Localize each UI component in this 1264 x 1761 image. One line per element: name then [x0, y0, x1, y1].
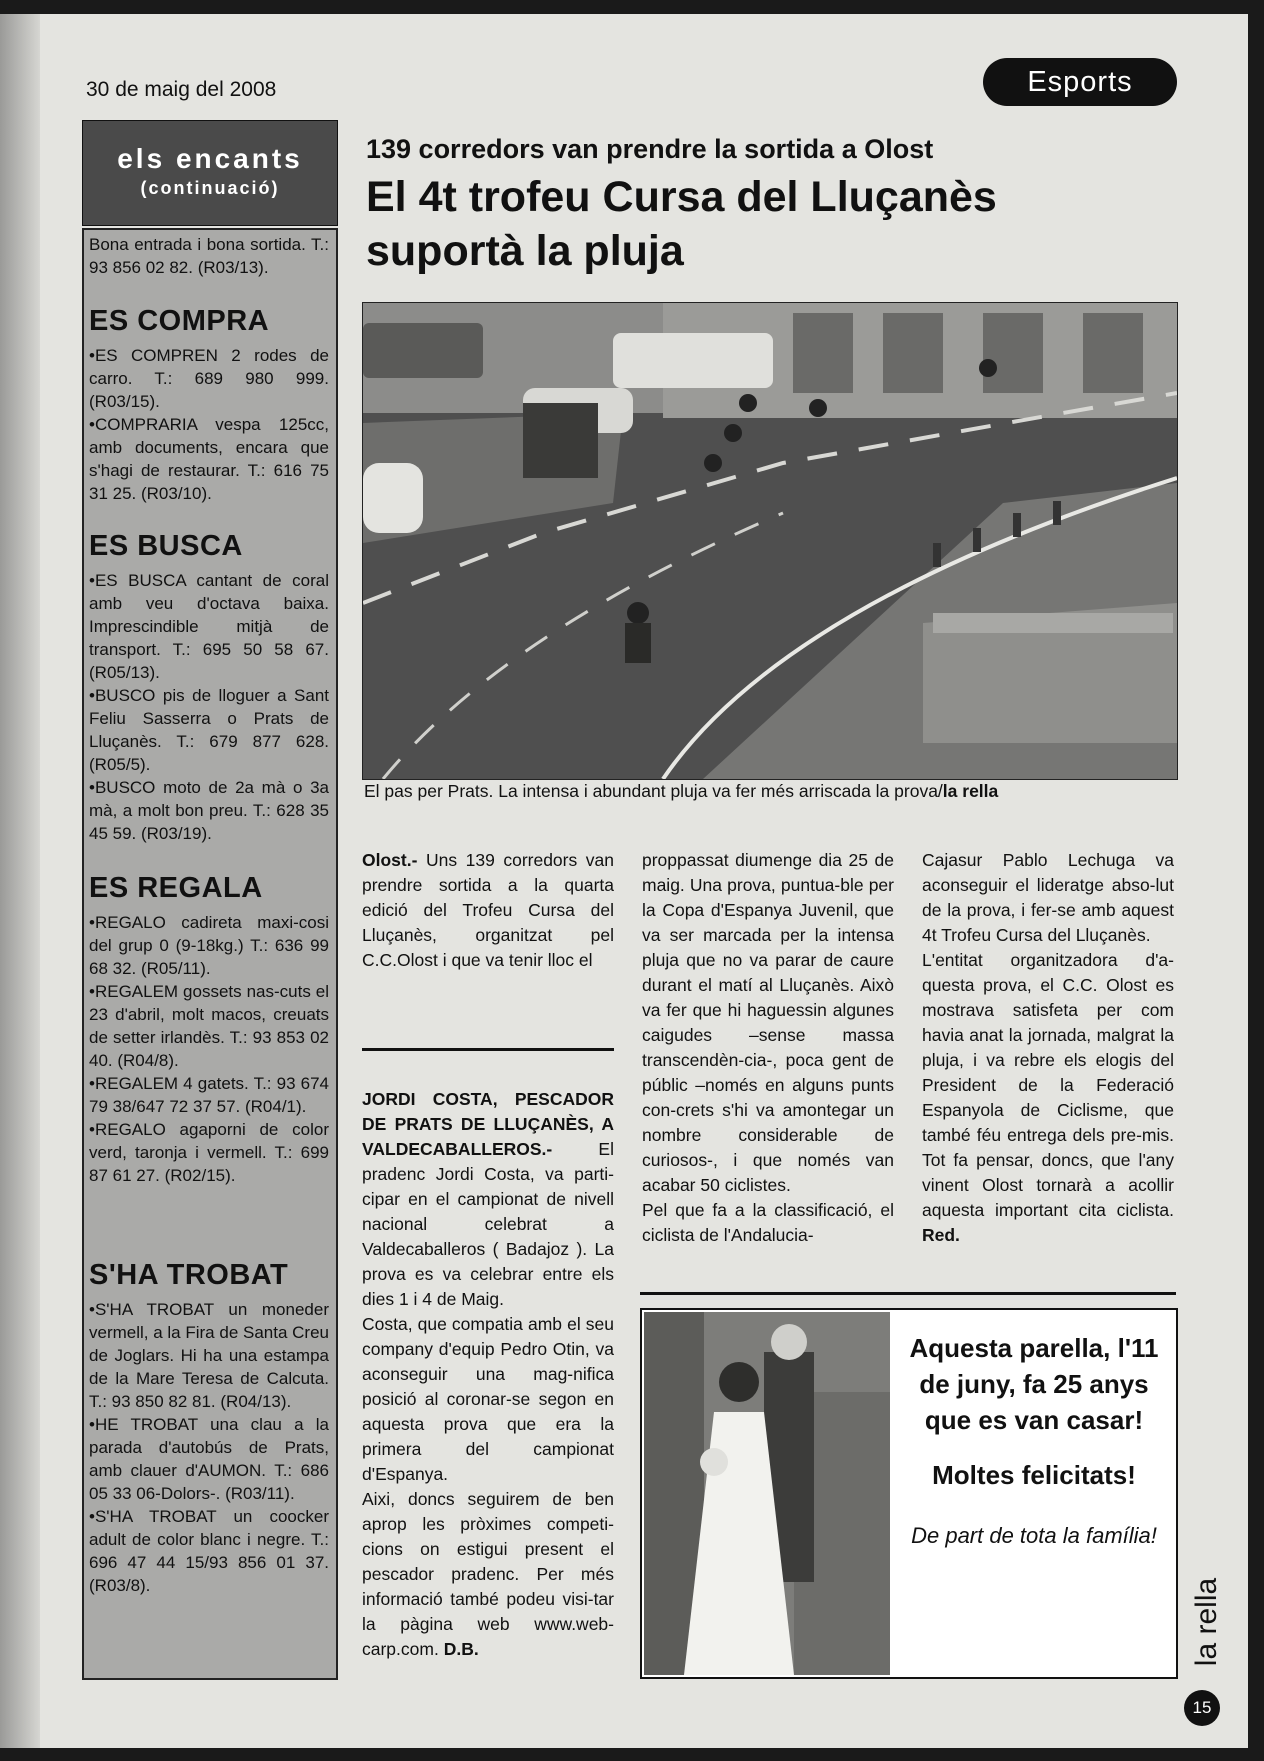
- ad-congratulations: Moltes felicitats!: [932, 1460, 1136, 1490]
- cycling-race-photo: [362, 302, 1178, 780]
- classified-item: •REGALO agaporni de color verd, taronja i vermell. T.: 699 87 61 27. (R02/15).: [89, 1120, 329, 1185]
- classified-list-trobat: [89, 1298, 329, 1597]
- publication-name: la rella: [1190, 1577, 1223, 1667]
- article-column-2: [642, 848, 894, 1248]
- brief-text: Aixi, doncs seguirem de ben aprop les pròximes competi-cions on estigui present el pescador pradenc. Per més informació també podeu visi-tar la pàgina web www.web-carp.com.: [362, 1489, 614, 1659]
- classified-item: •ES BUSCA cantant de coral amb veu d'octava baixa. Imprescindible mitjà de transport. T.: 695 50 58 67. (R05/13).: [89, 571, 329, 682]
- ad-message: [894, 1330, 1174, 1551]
- classified-list-compra: [89, 344, 329, 505]
- brief-text: Costa, que compatia amb el seu company d'equip Pedro Otin, va aconseguir una mag-nifica posició al coronar-se segon en aquesta prova que era la primera del campionat d'Espanya.: [362, 1314, 614, 1484]
- sidebar-intro: Bona entrada i bona sortida. T.: 93 856 02 82. (R03/13).: [89, 235, 329, 277]
- article-column-1: [362, 848, 614, 973]
- classified-item: •REGALO cadireta maxi-cosi del grup 0 (9-18kg.) T.: 636 99 68 32. (R05/11).: [89, 913, 329, 978]
- brief-text: El pradenc Jordi Costa, va parti-cipar en el campionat de nivell nacional celebrat a Valdecaballeros ( Badajoz ). La prova es va celebrar entre els dies 1 i 4 de Maig.: [362, 1139, 614, 1309]
- caption-text: El pas per Prats. La intensa i abundant pluja va fer més arriscada la prova/: [364, 781, 943, 801]
- section-heading-busca: ES BUSCA: [89, 530, 243, 562]
- column-divider: [362, 1048, 614, 1051]
- caption-credit: la rella: [942, 781, 999, 801]
- classified-list-busca: [89, 569, 329, 845]
- article-dateline: Olost.-: [362, 850, 418, 870]
- ad-from: De part de tota la família!: [911, 1523, 1157, 1548]
- article-text: Pel que fa a la classificació, el ciclista de l'Andalucia-: [642, 1200, 894, 1245]
- issue-date: 30 de maig del 2008: [86, 78, 277, 101]
- wedding-photo-illustration: [644, 1312, 890, 1675]
- race-photo-illustration: [363, 303, 1177, 779]
- ad-title: Aquesta parella, l'11 de juny, fa 25 anys que es van casar!: [909, 1333, 1159, 1435]
- page-number: 15: [1184, 1690, 1220, 1726]
- wedding-photo: [644, 1312, 890, 1675]
- photo-caption: [364, 781, 1180, 802]
- section-label: Esports: [983, 58, 1177, 106]
- section-heading-regala: ES REGALA: [89, 872, 263, 904]
- classified-item: •S'HA TROBAT un coocker adult de color blanc i negre. T.: 696 47 44 15/93 856 01 37. (R03/8).: [89, 1507, 329, 1595]
- section-heading-compra: ES COMPRA: [89, 305, 270, 337]
- article-text: proppassat diumenge dia 25 de maig. Una prova, puntua-ble per la Copa d'Espanya Juvenil, que va ser marcada per la intensa pluja que no va parar de caure durant el matí al Lluçanès. Això va fer que hi haguessin algunes caigudes –sense massa transcendèn-cia-, poca gent de públic –només en alguns punts con-crets s'hi va amontegar un nombre considerable de curiosos-, i que només van acabar 50 ciclistes.: [642, 850, 894, 1195]
- classified-item: •BUSCO moto de 2a mà o 3a mà, a molt bon preu. T.: 628 35 45 59. (R03/19).: [89, 778, 329, 843]
- classified-item: •REGALEM 4 gatets. T.: 93 674 79 38/647 72 37 57. (R04/1).: [89, 1074, 329, 1116]
- classified-item: •BUSCO pis de lloguer a Sant Feliu Sasserra o Prats de Lluçanès. T.: 679 877 628. (R05/5).: [89, 686, 329, 774]
- sidebar-subtitle: (continuació): [140, 178, 280, 198]
- classified-item: •COMPRARIA vespa 125cc, amb documents, encara que s'hagi de restaurar. T.: 616 75 31 25. (R03/10).: [89, 415, 329, 503]
- ad-divider: [640, 1292, 1176, 1295]
- sidebar-title: els encants: [117, 143, 303, 174]
- section-heading-trobat: S'HA TROBAT: [89, 1259, 289, 1291]
- article-kicker: 139 corredors van prendre la sortida a Olost: [366, 134, 934, 164]
- brief-signature: D.B.: [443, 1639, 479, 1659]
- anniversary-ad: [640, 1308, 1178, 1679]
- publication-logo: [1185, 1565, 1225, 1685]
- sidebar-header: [82, 120, 338, 226]
- brief-column: [362, 1087, 614, 1662]
- article-column-3: [922, 848, 1174, 1248]
- article-headline: El 4t trofeu Cursa del Lluçanès suportà la pluja: [366, 173, 997, 275]
- article-text: L'entitat organitzadora d'a-questa prova, el C.C. Olost es mostrava satisfeta per com havia anat la jornada, malgrat la pluja, i va rebre els elogis del President de la Federació Espanyola de Ciclisme, que també féu entrega dels pre-mis. Tot fa pensar, doncs, que l'any vinent Olost tornarà a acollir aquesta important cita ciclista.: [922, 950, 1174, 1220]
- classified-list-regala: [89, 911, 329, 1187]
- classified-item: •S'HA TROBAT un moneder vermell, a la Fira de Santa Creu de Joglars. Hi ha una estampa de la Mare Teresa de Calcuta. T.: 93 850 82 81. (R04/13).: [89, 1300, 329, 1411]
- brief-headline: JORDI COSTA, PESCADOR DE PRATS DE LLUÇANÈS, A VALDECABALLEROS.-: [362, 1089, 614, 1159]
- article-text: Cajasur Pablo Lechuga va aconseguir el lideratge abso-lut de la prova, i fer-se amb aquest 4t Trofeu Cursa del Lluçanès.: [922, 850, 1174, 945]
- classified-item: •ES COMPREN 2 rodes de carro. T.: 689 980 999. (R03/15).: [89, 346, 329, 411]
- article-text: Uns 139 corredors van prendre sortida a la quarta edició del Trofeu Cursa del Lluçanès, organitzat pel C.C.Olost i que va tenir lloc el: [362, 850, 614, 970]
- classified-item: •REGALEM gossets nas-cuts el 23 d'abril, molt macos, creuats de setter irlandès. T.: 93 853 02 40. (R04/8).: [89, 982, 329, 1070]
- classified-item: •HE TROBAT una clau a la parada d'autobús de Prats, amb clauer d'AUMON. T.: 686 05 33 06-Dolors-. (R03/11).: [89, 1415, 329, 1503]
- article-signature: Red.: [922, 1225, 960, 1245]
- page-spine: [0, 14, 40, 1748]
